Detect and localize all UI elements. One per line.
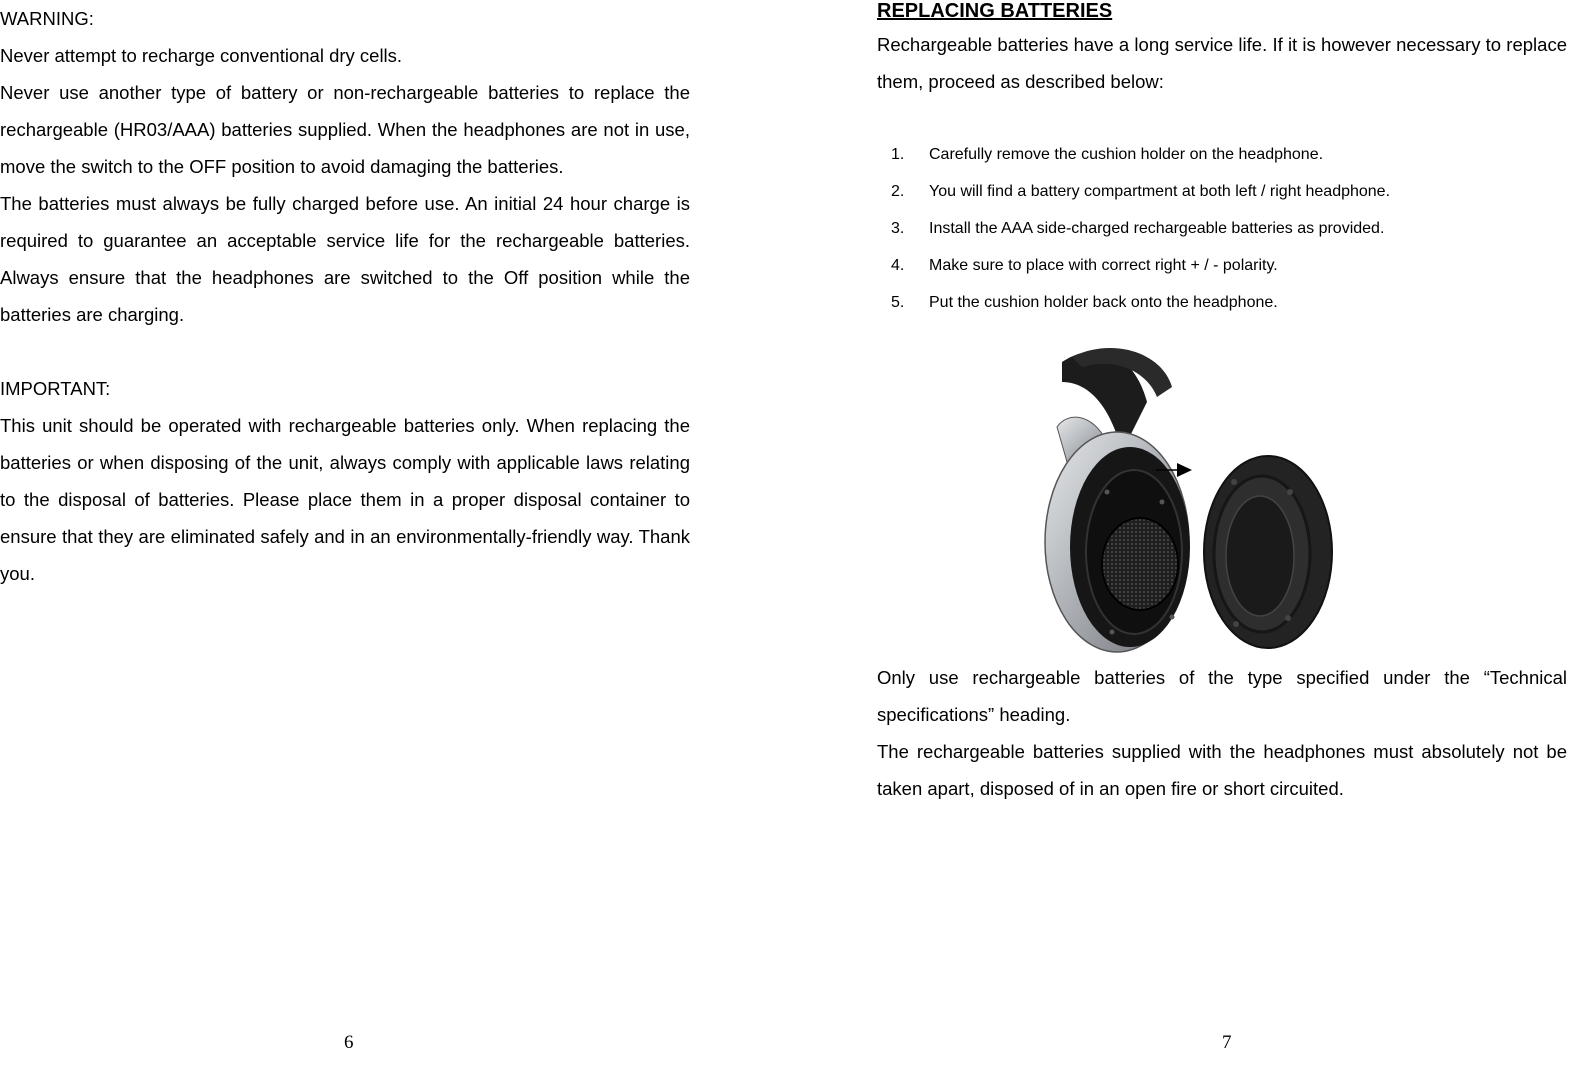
step-item: 4. Make sure to place with correct right + / - polarity. (891, 257, 1278, 274)
warning-heading: WARNING: (0, 8, 94, 29)
screw (1110, 630, 1115, 635)
step-item: 2. You will find a battery compartment at both left / right headphone. (891, 183, 1391, 200)
headphone-illustration (1022, 342, 1346, 662)
step-item: 3. Install the AAA side-charged rechargeable batteries as provided. (891, 220, 1385, 237)
warning-paragraph-3: The batteries must always be fully charged before use. An initial 24 hour charge is required to guarantee an acceptable service life for the rechargeable batteries. Always ensure that the headphones are switched to the Off position while the batteries are charging. (0, 193, 690, 325)
step-item: 5. Put the cushion holder back onto the headphone. (891, 294, 1278, 311)
section-title: REPLACING BATTERIES (877, 0, 1113, 22)
screw (1105, 490, 1110, 495)
note-paragraph-2: The rechargeable batteries supplied with the headphones must absolutely not be taken apart, disposed of in an open fire or short circuited. (877, 741, 1567, 799)
page-number-right: 7 (1222, 1032, 1232, 1053)
clip (1287, 489, 1293, 495)
step-item: 1. Carefully remove the cushion holder on the headphone. (891, 146, 1324, 163)
clip (1231, 479, 1237, 485)
cushion-opening (1226, 496, 1294, 616)
note-paragraph-1: Only use rechargeable batteries of the type specified under the “Technical specifications” heading. (877, 667, 1567, 725)
clip (1285, 615, 1291, 621)
left-page (0, 0, 690, 592)
arrow-head (1177, 463, 1192, 477)
page-number-left: 6 (344, 1032, 354, 1053)
warning-paragraph-2: Never use another type of battery or non-rechargeable batteries to replace the rechargeable (HR03/AAA) batteries supplied. When the headphones are not in use, move the switch to the OFF position to avoid damaging the batteries. (0, 82, 690, 177)
clip (1233, 621, 1239, 627)
warning-paragraph-1: Never attempt to recharge conventional dry cells. (0, 45, 403, 66)
intro-paragraph: Rechargeable batteries have a long service life. If it is however necessary to replace them, proceed as described below: (877, 34, 1567, 92)
screw (1170, 615, 1175, 620)
steps-list (877, 136, 1567, 321)
screw (1160, 500, 1165, 505)
important-paragraph: This unit should be operated with rechargeable batteries only. When replacing the batteries or when disposing of the unit, always comply with applicable laws relating to the disposal of batteries. Please place them in a proper disposal container to ensure that they are eliminated safely and in an environmentally-friendly way. Thank you. (0, 415, 690, 584)
speaker-mesh (1102, 518, 1178, 610)
headphone-diagram (1022, 342, 1346, 662)
important-heading: IMPORTANT: (0, 378, 111, 399)
